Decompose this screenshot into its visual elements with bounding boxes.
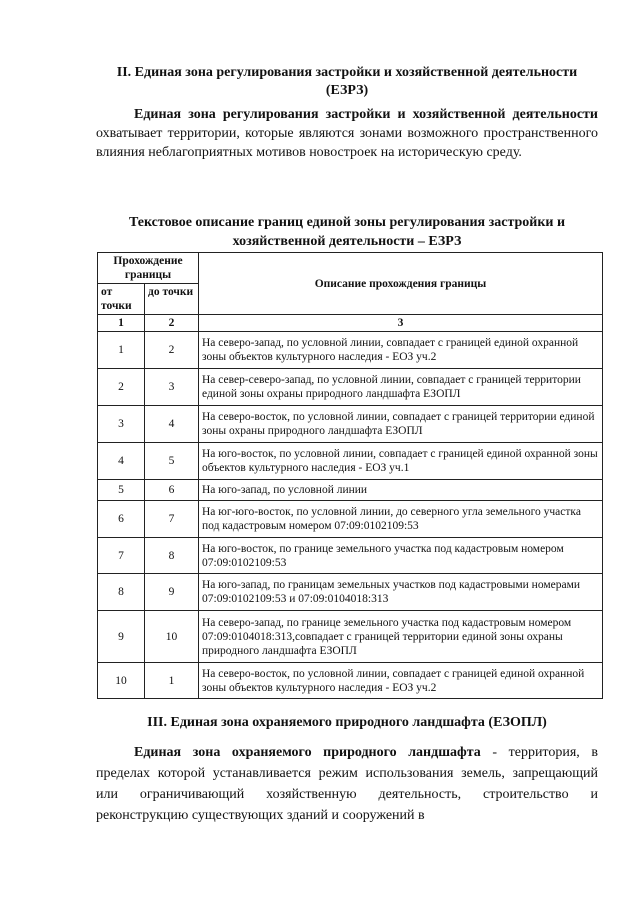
table-row <box>98 369 603 406</box>
table-title <box>96 213 598 251</box>
header-from-point: от точки <box>98 284 145 315</box>
from-point-cell: 7 <box>98 538 145 574</box>
table-row <box>98 538 603 574</box>
description-cell: На северо-запад, по границе земельного участка под кадастровым номером 07:09:0104018:313,совпадает с границей территории единой зоны охраны природного ландшафта ЕЗОПЛ <box>199 611 603 663</box>
table-row <box>98 501 603 538</box>
table-row <box>98 480 603 501</box>
to-point-cell: 2 <box>145 332 199 369</box>
section-2-paragraph <box>96 105 598 162</box>
to-point-cell: 8 <box>145 538 199 574</box>
from-point-cell: 6 <box>98 501 145 538</box>
to-point-cell: 7 <box>145 501 199 538</box>
description-cell: На юго-восток, по границе земельного участка под кадастровым номером 07:09:0102109:53 <box>199 538 603 574</box>
section-3-lead-term: Единая зона охраняемого природного ландшафта <box>134 745 481 760</box>
header-passage: Прохождение границы <box>98 253 199 284</box>
from-point-cell: 3 <box>98 406 145 443</box>
section-2-heading <box>96 64 598 100</box>
from-point-cell: 4 <box>98 443 145 480</box>
column-index-cell: 1 <box>98 315 145 332</box>
section-2-lead-term: Единая зона регулирования застройки и хозяйственной деятельности <box>134 107 598 122</box>
table-row <box>98 574 603 611</box>
header-to-point: до точки <box>145 284 199 315</box>
description-cell: На юго-запад, по границам земельных участков под кадастровыми номерами 07:09:0102109:53 и 07:09:0104018:313 <box>199 574 603 611</box>
to-point-cell: 1 <box>145 663 199 699</box>
description-cell: На север-северо-запад, по условной линии, совпадает с границей территории единой зоны охраны природного ландшафта ЕЗОПЛ <box>199 369 603 406</box>
table-row <box>98 406 603 443</box>
section-2-title-line1: II. Единая зона регулирования застройки и хозяйственной деятельности <box>116 65 578 80</box>
from-point-cell: 1 <box>98 332 145 369</box>
section-3-body-text: - территория, в пределах которой устанавливается режим использования земель, запрещающий или ограничивающий хозяйственную деятельность, строительство и реконструкцию существующих зданий и сооружений в <box>96 745 598 823</box>
to-point-cell: 5 <box>145 443 199 480</box>
from-point-cell: 10 <box>98 663 145 699</box>
to-point-cell: 3 <box>145 369 199 406</box>
description-cell: На северо-восток, по условной линии, совпадает с границей территории единой зоны охраны природного ландшафта ЕЗОПЛ <box>199 406 603 443</box>
description-cell: На юг-юго-восток, по условной линии, до северного угла земельного участка под кадастровым номером 07:09:0102109:53 <box>199 501 603 538</box>
from-point-cell: 9 <box>98 611 145 663</box>
boundary-table <box>97 252 603 699</box>
from-point-cell: 5 <box>98 480 145 501</box>
table-row <box>98 611 603 663</box>
table-row <box>98 663 603 699</box>
to-point-cell: 4 <box>145 406 199 443</box>
table-title-line2: хозяйственной деятельности – ЕЗРЗ <box>232 234 462 249</box>
section-3-heading <box>96 714 598 732</box>
section-3-paragraph <box>96 742 598 826</box>
to-point-cell: 10 <box>145 611 199 663</box>
table-row <box>98 443 603 480</box>
table-row <box>98 332 603 369</box>
description-cell: На юго-запад, по условной линии <box>199 480 603 501</box>
to-point-cell: 9 <box>145 574 199 611</box>
column-index-cell: 3 <box>199 315 603 332</box>
description-cell: На северо-восток, по условной линии, совпадает с границей единой охранной зоны объектов культурного наследия - ЕОЗ уч.2 <box>199 663 603 699</box>
from-point-cell: 8 <box>98 574 145 611</box>
column-index-cell: 2 <box>145 315 199 332</box>
section-2-title-line2: (ЕЗРЗ) <box>325 83 369 98</box>
description-cell: На юго-восток, по условной линии, совпадает с границей единой охранной зоны объектов культурного наследия - ЕОЗ уч.1 <box>199 443 603 480</box>
table-title-line1: Текстовое описание границ единой зоны регулирования застройки и <box>128 215 566 230</box>
section-2-body-text: охватывает территории, которые являются зонами возможного пространственного влияния неблагоприятных мотивов новостроек на историческую среду. <box>96 126 598 160</box>
from-point-cell: 2 <box>98 369 145 406</box>
header-description: Описание прохождения границы <box>199 253 603 315</box>
column-index-row <box>98 315 603 332</box>
description-cell: На северо-запад, по условной линии, совпадает с границей единой охранной зоны объектов культурного наследия - ЕОЗ уч.2 <box>199 332 603 369</box>
section-3-title: III. Единая зона охраняемого природного ландшафта (ЕЗОПЛ) <box>147 715 547 730</box>
to-point-cell: 6 <box>145 480 199 501</box>
